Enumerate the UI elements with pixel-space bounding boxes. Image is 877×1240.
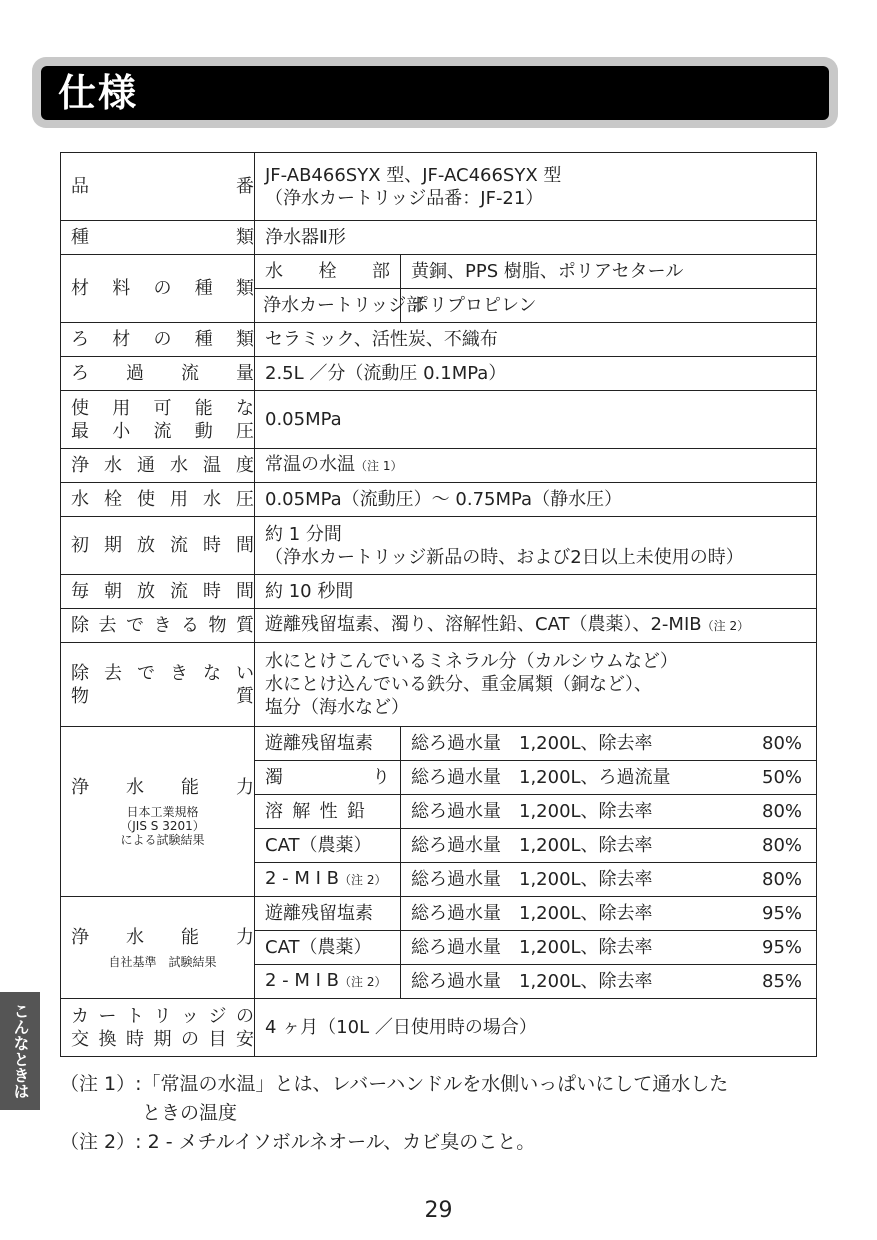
spec-value-shoki-2: （浄水カートリッジ新品の時、および2日以上未使用の時） xyxy=(265,546,744,568)
jis-substance: 濁 り xyxy=(265,767,390,788)
spec-value-shoki-1: 約 1 分間 xyxy=(265,523,342,545)
spec-row-jis-1 xyxy=(61,727,817,761)
spec-row-shoki xyxy=(61,517,817,575)
spec-row-jokyo-dekiru xyxy=(61,609,817,643)
spec-label-saisho-atsu: 使 用 可 能 な 最 小 流 動 圧 xyxy=(61,391,255,449)
spec-value-ondo: 常温の水温 xyxy=(265,454,355,475)
spec-note-ondo: （注 1） xyxy=(355,459,403,473)
jisha-volume: 総ろ過水量 1,200L、除去率 xyxy=(411,903,653,924)
spec-row-jokyo-dekinai xyxy=(61,643,817,727)
spec-value-hinban-2: （浄水カートリッジ品番：JF-21） xyxy=(265,187,544,209)
jisha-percent: 95% xyxy=(762,937,803,958)
spec-label-hinban: 品 番 xyxy=(71,176,254,197)
jis-percent: 50% xyxy=(762,767,803,788)
spec-value-hinban-1: JF-AB466SYX 型、JF-AC466SYX 型 xyxy=(265,164,562,186)
spec-row-suiatsu xyxy=(61,483,817,517)
spec-row-zairyo-1 xyxy=(61,255,817,289)
spec-label-nouryoku-jisha: 浄 水 能 力 自社基準 試験結果 xyxy=(61,897,255,999)
spec-sub-value-cartridge: ポリプロピレン xyxy=(401,289,817,323)
spec-label-shurui: 種 類 xyxy=(71,227,254,248)
spec-label-nouryoku-jis: 浄 水 能 力 日本工業規格 （JIS S 3201） による試験結果 xyxy=(61,727,255,897)
spec-note-jokyo-dekiru: （注 2） xyxy=(701,619,750,633)
spec-value-kokan: 4 ヶ月（10L ／日使用時の場合） xyxy=(255,999,817,1057)
jis-substance: CAT（農薬） xyxy=(255,829,401,863)
spec-label-kokan: カ ー ト リ ッ ジ の 交 換 時 期 の 目 安 xyxy=(61,999,255,1057)
spec-label-jokyo-dekiru: 除 去 で き る 物 質 xyxy=(71,615,254,636)
spec-value-suiatsu: 0.05MPa（流動圧）～ 0.75MPa（静水圧） xyxy=(255,483,817,517)
jis-volume: 総ろ過水量 1,200L、除去率 xyxy=(411,835,653,856)
spec-label-jokyo-dekinai: 除 去 で き な い 物 質 xyxy=(61,643,255,727)
spec-value-jokyo-dekinai-1: 水にとけこんでいるミネラル分（カルシウムなど） xyxy=(265,651,678,672)
spec-value-saisho-atsu: 0.05MPa xyxy=(255,391,817,449)
header-bar xyxy=(41,66,829,120)
jisha-substance: 2 - M I B xyxy=(265,970,340,991)
spec-label-maiasa: 毎 朝 放 流 時 間 xyxy=(71,581,254,602)
jis-note: （注 2） xyxy=(339,873,387,887)
jis-percent: 80% xyxy=(762,733,803,754)
jis-percent: 80% xyxy=(762,835,803,856)
spec-label-rozai: ろ 材 の 種 類 xyxy=(71,329,254,350)
jisha-volume: 総ろ過水量 1,200L、除去率 xyxy=(411,971,653,992)
spec-label-ondo: 浄 水 通 水 温 度 xyxy=(71,455,254,476)
footnote-1-line-2: ときの温度 xyxy=(142,1102,238,1124)
spec-value-maiasa: 約 10 秒間 xyxy=(255,575,817,609)
spec-row-ondo xyxy=(61,449,817,483)
page-title: 仕様 xyxy=(58,71,139,115)
jis-volume: 総ろ過水量 1,200L、除去率 xyxy=(411,869,653,890)
jisha-volume: 総ろ過水量 1,200L、除去率 xyxy=(411,937,653,958)
jis-substance: 2 - M I B xyxy=(265,868,340,889)
footnote-2: （注 2）: 2 - メチルイソボルネオール、カビ臭のこと。 xyxy=(60,1131,536,1153)
jis-substance: 遊離残留塩素 xyxy=(255,727,401,761)
spec-sub-value-suisen: 黄銅、PPS 樹脂、ポリアセタール xyxy=(401,255,817,289)
spec-label-shoki: 初 期 放 流 時 間 xyxy=(71,535,254,556)
jis-substance: 溶 解 性 鉛 xyxy=(265,801,365,822)
spec-label-zairyo: 材 料 の 種 類 xyxy=(71,278,254,299)
spec-row-jisha-1 xyxy=(61,897,817,931)
spec-value-ryuryo: 2.5L ／分（流動圧 0.1MPa） xyxy=(255,357,817,391)
side-index-tab[interactable]: こんなときは xyxy=(0,992,40,1110)
spec-sub-label-cartridge: 浄水カートリッジ部 xyxy=(255,289,401,323)
jisha-substance: 遊離残留塩素 xyxy=(255,897,401,931)
jisha-percent: 95% xyxy=(762,903,803,924)
spec-row-kokan xyxy=(61,999,817,1057)
footnote-1-line-1: （注 1）:「常温の水温」とは、レバーハンドルを水側いっぱいにして通水した xyxy=(60,1073,729,1095)
jis-volume: 総ろ過水量 1,200L、ろ過流量 xyxy=(411,767,671,788)
spec-value-shurui: 浄水器Ⅱ形 xyxy=(255,221,817,255)
spec-row-rozai xyxy=(61,323,817,357)
spec-value-rozai: セラミック、活性炭、不織布 xyxy=(255,323,817,357)
jisha-percent: 85% xyxy=(762,971,803,992)
spec-row-shurui xyxy=(61,221,817,255)
spec-label-ryuryo: ろ 過 流 量 xyxy=(71,363,254,384)
jisha-note: （注 2） xyxy=(339,975,387,989)
spec-label-suiatsu: 水 栓 使 用 水 圧 xyxy=(71,489,254,510)
spec-sub-label-suisen: 水 栓 部 xyxy=(265,261,390,282)
spec-value-jokyo-dekiru: 遊離残留塩素、濁り、溶解性鉛、CAT（農薬）、2-MIB xyxy=(265,614,702,635)
jisha-substance: CAT（農薬） xyxy=(255,931,401,965)
spec-value-jokyo-dekinai-3: 塩分（海水など） xyxy=(265,697,409,718)
spec-value-jokyo-dekinai-2: 水にとけ込んでいる鉄分、重金属類（銅など）、 xyxy=(265,674,652,695)
spec-row-maiasa xyxy=(61,575,817,609)
jis-volume: 総ろ過水量 1,200L、除去率 xyxy=(411,801,653,822)
jis-volume: 総ろ過水量 1,200L、除去率 xyxy=(411,733,653,754)
page-number: 29 xyxy=(424,1198,453,1223)
jis-percent: 80% xyxy=(762,801,803,822)
spec-row-ryuryo xyxy=(61,357,817,391)
spec-row-hinban xyxy=(61,153,817,221)
jis-percent: 80% xyxy=(762,869,803,890)
spec-table xyxy=(60,152,817,1057)
footnotes xyxy=(60,1070,820,1157)
spec-row-saisho-atsu xyxy=(61,391,817,449)
